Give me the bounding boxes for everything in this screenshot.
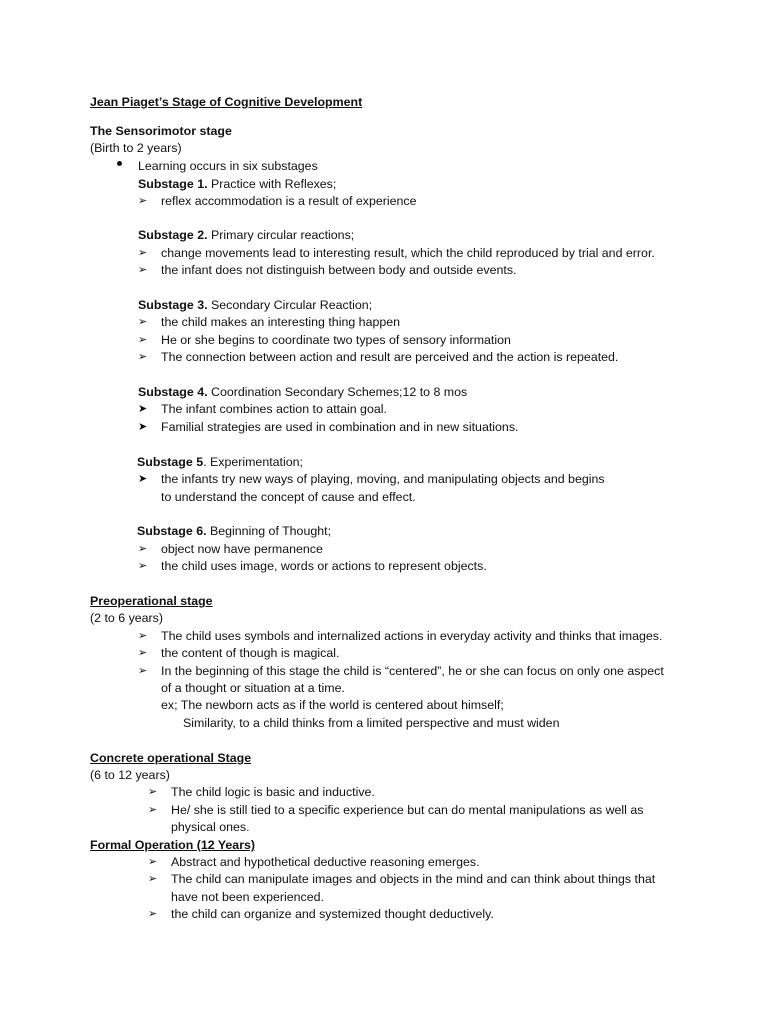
bullet-dot-icon [117, 161, 122, 166]
preoperational-point: The child uses symbols and internalized actions in everyday activity and thinks that images. [161, 629, 663, 643]
arrow-bullet-icon: ➢ [138, 195, 148, 207]
substage-point: the infant does not distinguish between body and outside events. [161, 263, 517, 277]
substage-name: Practice with Reflexes; [207, 177, 337, 191]
substage-point-continued: to understand the concept of cause and effect. [161, 490, 416, 504]
preoperational-heading: Preoperational stage [90, 594, 213, 608]
substage-point: the child uses image, words or actions to represent objects. [161, 559, 487, 573]
substage-label: Substage 5 [137, 455, 204, 469]
substage-label: Substage 3. [138, 298, 208, 312]
substage-name: Secondary Circular Reaction; [207, 298, 373, 312]
formal-point: the child can organize and systemized thought deductively. [171, 907, 494, 921]
formal-heading: Formal Operation (12 Years) [90, 838, 256, 852]
sensorimotor-heading: The Sensorimotor stage [90, 124, 232, 138]
substage-point: the infants try new ways of playing, moving, and manipulating objects and begins [161, 472, 605, 486]
formal-point-continued: have not been experienced. [171, 890, 324, 904]
formal-point: The child can manipulate images and objects in the mind and can think about things that [171, 872, 656, 886]
preoperational-point: In the beginning of this stage the child is “centered”, he or she can focus on only one aspect [161, 664, 664, 678]
arrow-bullet-icon: ➢ [148, 908, 158, 920]
substage-4-heading [138, 384, 467, 400]
arrow-bullet-icon: ➢ [138, 334, 148, 346]
arrow-bullet-icon: ➤ [138, 473, 148, 485]
arrow-bullet-icon: ➢ [148, 856, 158, 868]
arrow-bullet-icon: ➤ [138, 421, 148, 433]
arrow-bullet-icon: ➢ [148, 873, 158, 885]
document-title: Jean Piaget’s Stage of Cognitive Development [90, 95, 363, 109]
substage-point: The connection between action and result are perceived and the action is repeated. [161, 350, 619, 364]
substage-point: Familial strategies are used in combination and in new situations. [161, 420, 519, 434]
substage-name: Beginning of Thought; [206, 524, 332, 538]
substage-2-heading [138, 227, 354, 243]
arrow-bullet-icon: ➢ [138, 543, 148, 555]
substage-name: . Experimentation; [203, 455, 303, 469]
sensorimotor-bullet: Learning occurs in six substages [138, 159, 318, 173]
arrow-bullet-icon: ➢ [138, 665, 148, 677]
preoperational-age: (2 to 6 years) [90, 611, 163, 625]
substage-6-heading [137, 523, 331, 539]
substage-name: Primary circular reactions; [207, 228, 355, 242]
preoperational-point: the content of though is magical. [161, 646, 340, 660]
arrow-bullet-icon: ➢ [138, 351, 148, 363]
preoperational-similarity: Similarity, to a child thinks from a limited perspective and must widen [183, 716, 560, 730]
substage-label: Substage 1. [138, 177, 208, 191]
arrow-bullet-icon: ➤ [138, 403, 148, 415]
substage-point: The infant combines action to attain goal. [161, 402, 387, 416]
arrow-bullet-icon: ➢ [138, 647, 148, 659]
concrete-point-continued: physical ones. [171, 820, 250, 834]
substage-label: Substage 6. [137, 524, 207, 538]
arrow-bullet-icon: ➢ [148, 804, 158, 816]
formal-point: Abstract and hypothetical deductive reasoning emerges. [171, 855, 480, 869]
concrete-age: (6 to 12 years) [90, 768, 170, 782]
arrow-bullet-icon: ➢ [138, 630, 148, 642]
substage-point: object now have permanence [161, 542, 323, 556]
sensorimotor-age: (Birth to 2 years) [90, 141, 182, 155]
substage-1-heading [138, 176, 336, 192]
substage-label: Substage 2. [138, 228, 208, 242]
arrow-bullet-icon: ➢ [148, 786, 158, 798]
concrete-heading: Concrete operational Stage [90, 751, 252, 765]
arrow-bullet-icon: ➢ [138, 560, 148, 572]
preoperational-point-continued: of a thought or situation at a time. [161, 681, 345, 695]
arrow-bullet-icon: ➢ [138, 316, 148, 328]
concrete-point: He/ she is still tied to a specific experience but can do mental manipulations as well as [171, 803, 644, 817]
substage-name: Coordination Secondary Schemes;12 to 8 mos [207, 385, 468, 399]
substage-point: change movements lead to interesting result, which the child reproduced by trial and error. [161, 246, 655, 260]
substage-point: He or she begins to coordinate two types of sensory information [161, 333, 511, 347]
substage-label: Substage 4. [138, 385, 208, 399]
substage-3-heading [138, 297, 372, 313]
preoperational-example: ex; The newborn acts as if the world is centered about himself; [161, 698, 504, 712]
arrow-bullet-icon: ➢ [138, 264, 148, 276]
substage-point: the child makes an interesting thing happen [161, 315, 401, 329]
substage-point: reflex accommodation is a result of experience [161, 194, 417, 208]
arrow-bullet-icon: ➢ [138, 247, 148, 259]
substage-5-heading [137, 454, 303, 470]
concrete-point: The child logic is basic and inductive. [171, 785, 375, 799]
